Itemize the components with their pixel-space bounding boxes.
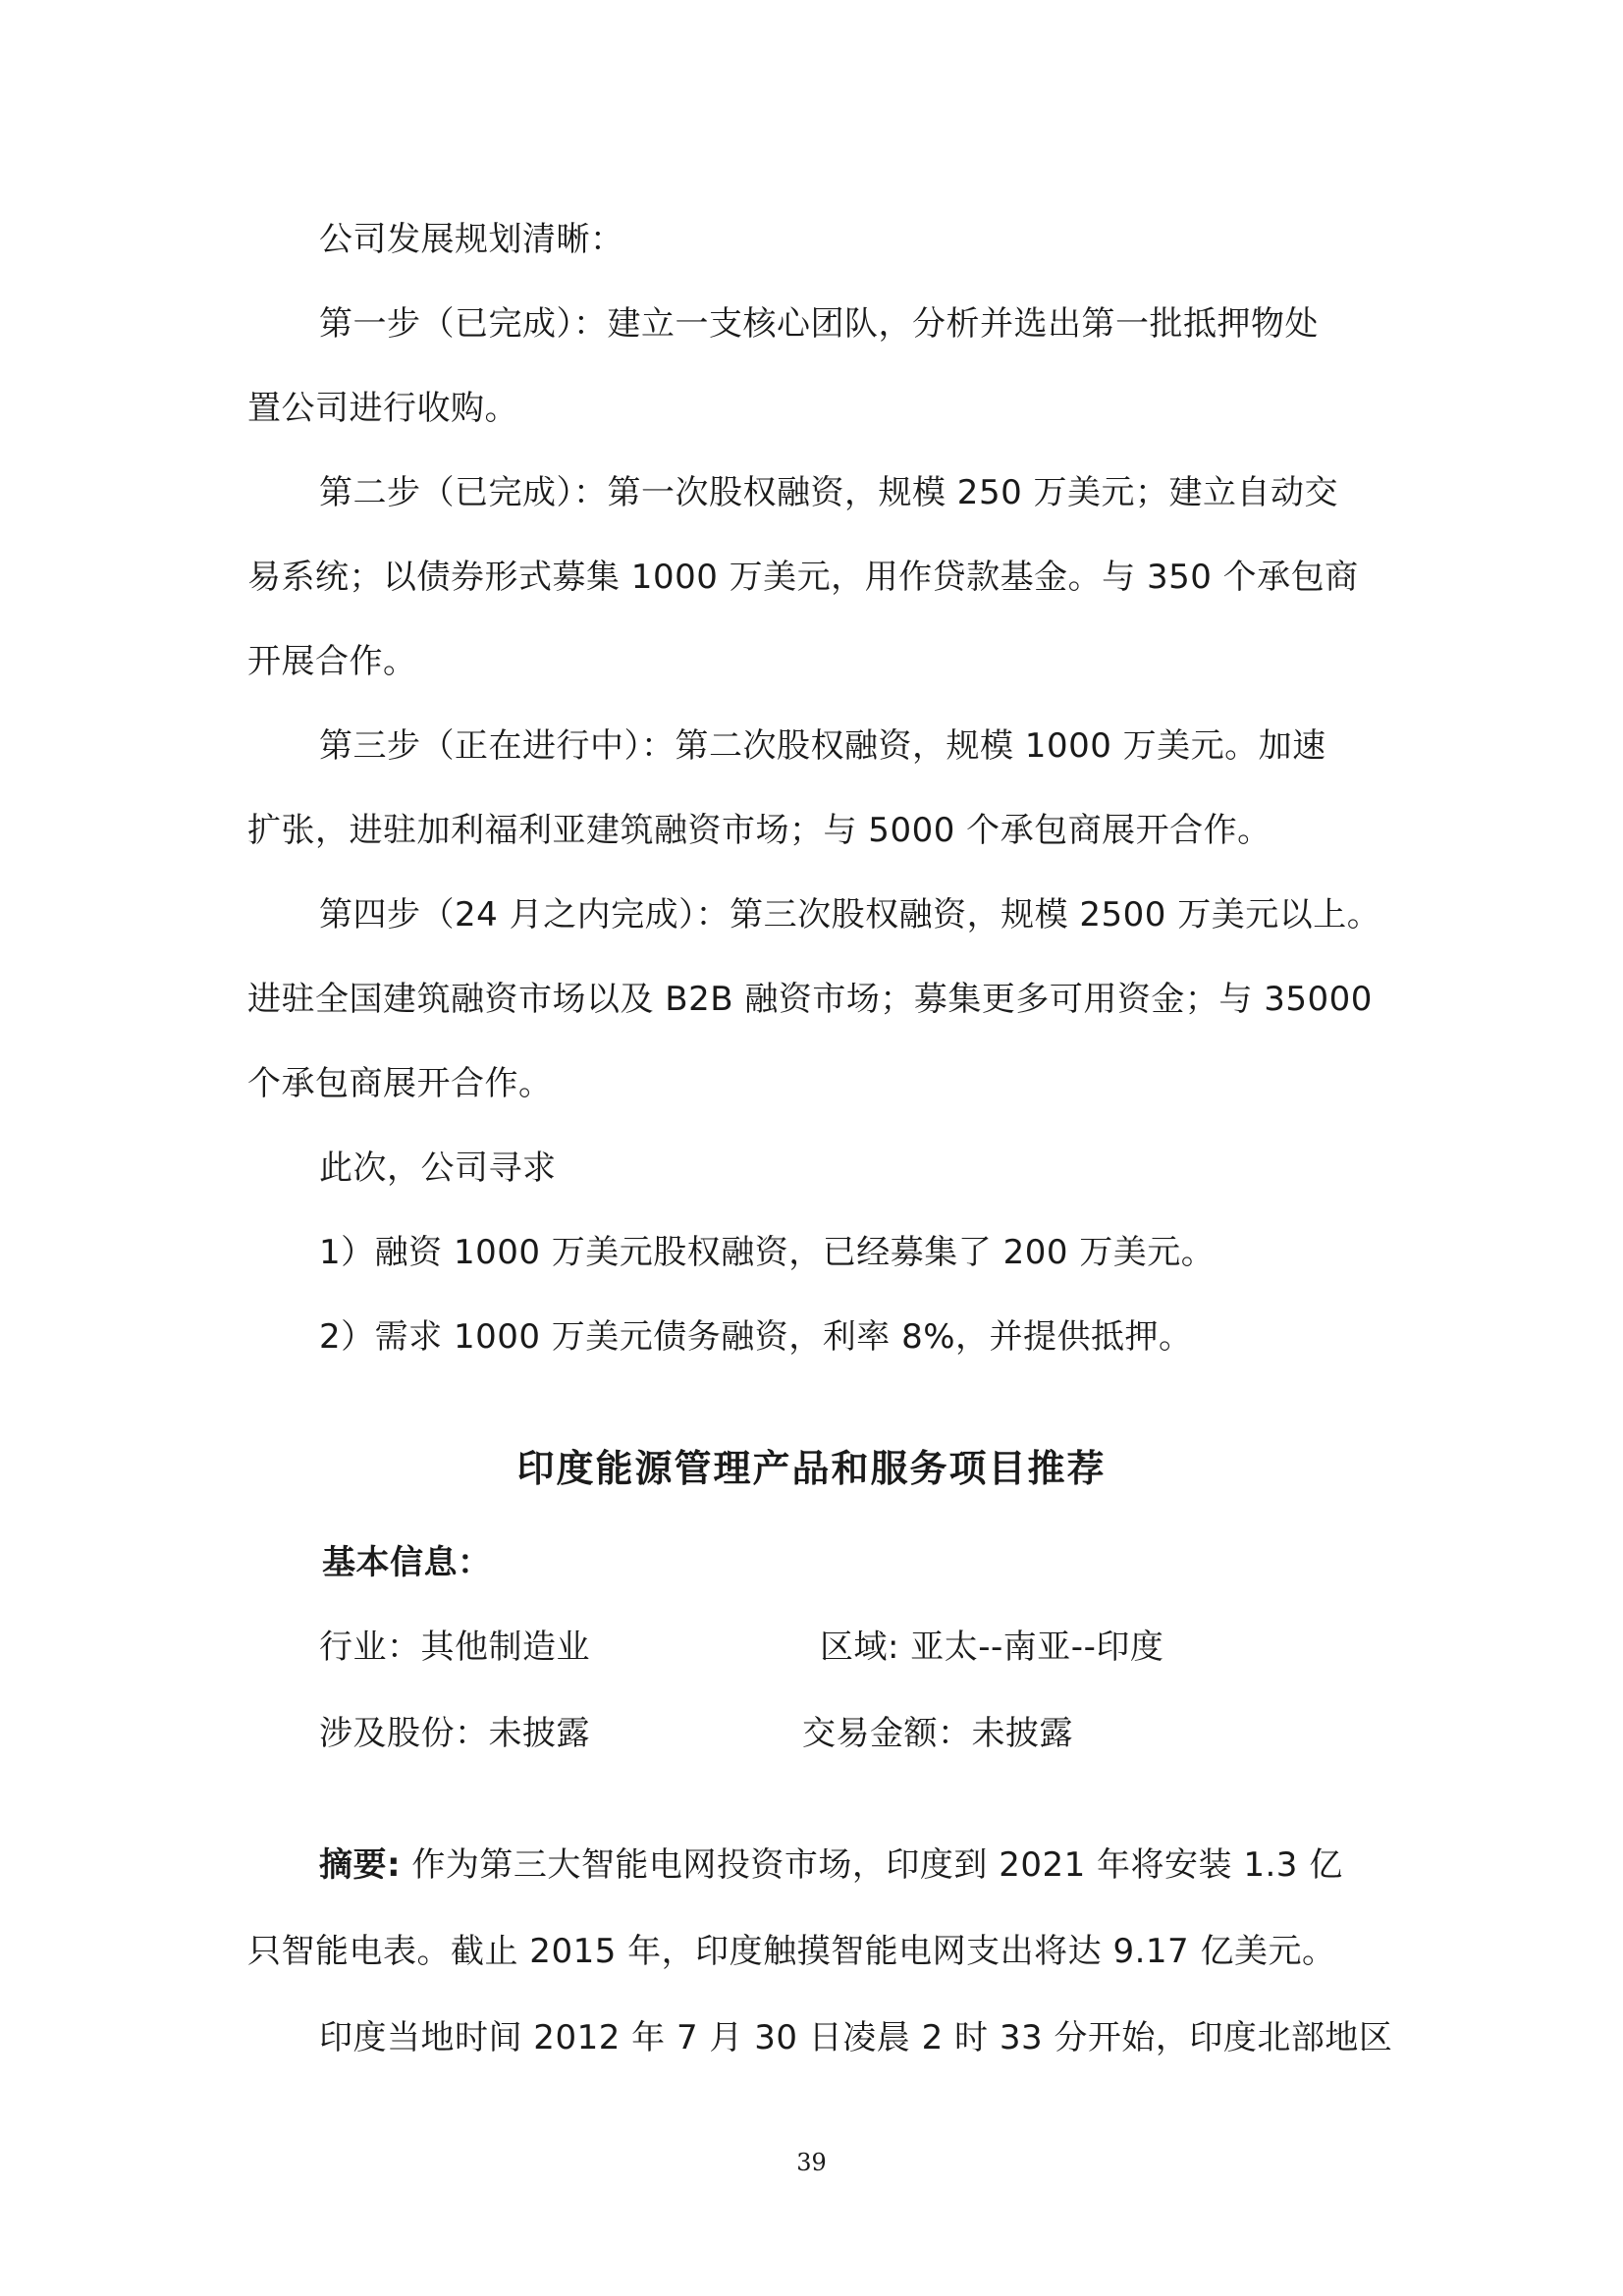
region-field: 区域: 亚太--南亚--印度: [820, 1628, 1164, 1667]
step3-line1: 第三步（正在进行中）：第二次股权融资，规模 1000 万美元。加速: [319, 726, 1326, 766]
seek-item-2: 2）需求 1000 万美元债务融资，利率 8%，并提供抵押。: [319, 1317, 1193, 1357]
page-number: 39: [796, 2149, 827, 2176]
seek-intro: 此次，公司寻求: [319, 1148, 557, 1188]
step4-line3: 个承包商展开合作。: [247, 1064, 553, 1103]
step1-line2: 置公司进行收购。: [247, 389, 518, 428]
plan-intro: 公司发展规划清晰：: [319, 220, 624, 259]
shares-field: 涉及股份：未披露: [319, 1714, 590, 1753]
step2-line2: 易系统；以债券形式募集 1000 万美元，用作贷款基金。与 350 个承包商: [247, 558, 1359, 597]
summary-text-1: 作为第三大智能电网投资市场，印度到 2021 年将安装 1.3 亿: [401, 1845, 1343, 1885]
summary-line2: 只智能电表。截止 2015 年，印度触摸智能电网支出将达 9.17 亿美元。: [247, 1932, 1336, 1971]
summary-label: 摘要:: [319, 1845, 402, 1885]
step2-line1: 第二步（已完成）：第一次股权融资，规模 250 万美元；建立自动交: [319, 473, 1339, 512]
step4-line1: 第四步（24 月之内完成）：第三次股权融资，规模 2500 万美元以上。: [319, 895, 1381, 934]
paragraph-start: 印度当地时间 2012 年 7 月 30 日凌晨 2 时 33 分开始，印度北部地区: [319, 2018, 1393, 2057]
step4-line2: 进驻全国建筑融资市场以及 B2B 融资市场；募集更多可用资金；与 35000: [247, 980, 1373, 1019]
amount-field: 交易金额：未披露: [802, 1714, 1073, 1753]
seek-item-1: 1）融资 1000 万美元股权融资，已经募集了 200 万美元。: [319, 1233, 1216, 1272]
summary-line1: [319, 1843, 1343, 1887]
industry-field: 行业：其他制造业: [319, 1628, 590, 1667]
step2-line3: 开展合作。: [247, 642, 417, 681]
step1-line1: 第一步（已完成）：建立一支核心团队，分析并选出第一批抵押物处: [319, 304, 1319, 344]
basic-info-label: 基本信息：: [322, 1543, 492, 1582]
step3-line2: 扩张，进驻加利福利亚建筑融资市场；与 5000 个承包商展开合作。: [247, 811, 1271, 850]
project-title: 印度能源管理产品和服务项目推荐: [516, 1447, 1107, 1490]
